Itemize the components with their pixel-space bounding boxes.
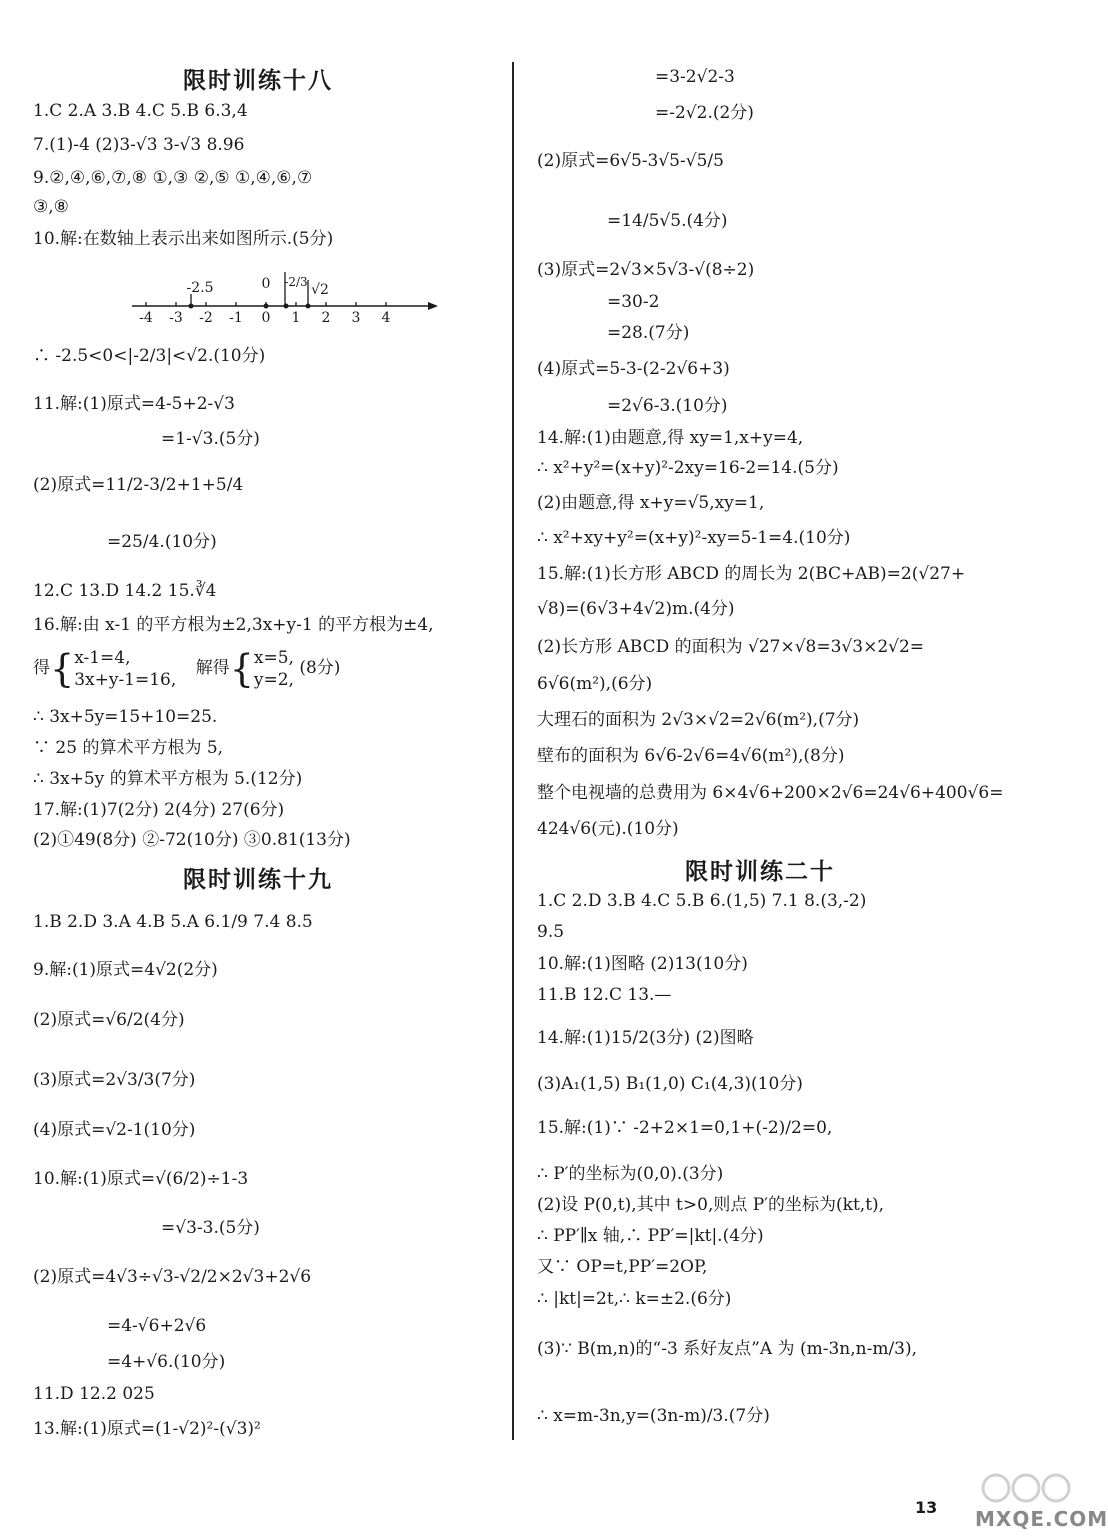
- nl-tick: -3: [169, 310, 183, 326]
- nl-tick: -4: [139, 310, 153, 326]
- nl-tick: 1: [291, 310, 301, 326]
- answer-line: 1.C 2.A 3.B 4.C 5.B 6.3,4: [33, 101, 248, 121]
- answer-line: ∵ 25 的算术平方根为 5,: [33, 738, 224, 758]
- answer-line: 壁布的面积为 6√6-2√6=4√6(m²),(8分): [537, 746, 845, 766]
- answer-line: (2)原式=11/2-3/2+1+5/4: [33, 475, 244, 495]
- answer-line: ∴ 3x+5y 的算术平方根为 5.(12分): [33, 769, 303, 789]
- answer-line: =4-√6+2√6: [107, 1316, 207, 1336]
- page-number: 13: [915, 1498, 938, 1517]
- answer-line: 1.C 2.D 3.B 4.C 5.B 6.(1,5) 7.1 8.(3,-2): [537, 891, 867, 911]
- equation-system: [74, 647, 176, 691]
- answer-line: √8)=(6√3+4√2)m.(4分): [537, 599, 735, 619]
- number-line-diagram: [128, 272, 448, 324]
- section-heading-18: 限时训练十八: [183, 68, 333, 94]
- watermark-text: MXQE.COM: [975, 1507, 1108, 1531]
- answer-line: 17.解:(1)7(2分) 2(4分) 27(6分): [33, 800, 285, 820]
- nl-label-abs-frac: -2/3: [284, 275, 308, 289]
- answer-line: (3)A₁(1,5) B₁(1,0) C₁(4,3)(10分): [537, 1074, 803, 1094]
- equation: x=5,: [253, 647, 294, 668]
- column-divider: [512, 62, 514, 1440]
- answer-line: 6√6(m²),(6分): [537, 674, 653, 694]
- answer-line: =-2√2.(2分): [655, 103, 754, 123]
- answer-line: 9.②,④,⑥,⑦,⑧ ①,③ ②,⑤ ①,④,⑥,⑦: [33, 168, 313, 188]
- answer-line: ∴ P′的坐标为(0,0).(3分): [537, 1164, 724, 1184]
- answer-line: (2)原式=4√3÷√3-√2/2×2√3+2√6: [33, 1267, 312, 1287]
- answer-line: =√3-3.(5分): [161, 1218, 260, 1238]
- answer-line: ∴ x²+xy+y²=(x+y)²-xy=5-1=4.(10分): [537, 528, 851, 548]
- answer-line: 10.解:(1)图略 (2)13(10分): [537, 954, 748, 974]
- answer-line: =1-√3.(5分): [161, 429, 260, 449]
- answer-line: 7.(1)-4 (2)3-√3 3-√3 8.96: [33, 135, 245, 155]
- answer-line: (3)原式=2√3×5√3-√(8÷2): [537, 260, 755, 280]
- answer-line: =3-2√2-3: [655, 67, 735, 87]
- answer-line: 9.解:(1)原式=4√2(2分): [33, 960, 218, 980]
- answer-line: 15.解:(1)长方形 ABCD 的周长为 2(BC+AB)=2(√27+: [537, 564, 966, 584]
- answer-line: 9.5: [537, 922, 565, 942]
- answer-line: 12.C 13.D 14.2 15.∛4: [33, 581, 217, 601]
- score: (8分): [299, 658, 341, 678]
- answer-line: ∴ x²+y²=(x+y)²-2xy=16-2=14.(5分): [537, 458, 839, 478]
- nl-label-0: 0: [261, 276, 271, 292]
- answer-line: 1.B 2.D 3.A 4.B 5.A 6.1/9 7.4 8.5: [33, 912, 313, 932]
- answer-line: ∴ x=m-3n,y=(3n-m)/3.(7分): [537, 1406, 770, 1426]
- answer-line: ∴ |kt|=2t,∴ k=±2.(6分): [537, 1289, 732, 1309]
- answer-line: 14.解:(1)15/2(3分) (2)图略: [537, 1028, 754, 1048]
- nl-label-sqrt2: √2: [311, 282, 329, 298]
- equation: y=2,: [253, 669, 294, 690]
- answer-line: 11.B 12.C 13.—: [537, 985, 672, 1005]
- answer-line: 424√6(元).(10分): [537, 819, 679, 839]
- text: 解得: [195, 658, 230, 678]
- answer-line: =4+√6.(10分): [107, 1352, 226, 1372]
- answer-line: ∴ 3x+5y=15+10=25.: [33, 707, 218, 727]
- answer-line: (3)∵ B(m,n)的“-3 系好友点”A 为 (m-3n,n-m/3),: [537, 1339, 918, 1359]
- left-brace: {: [50, 646, 75, 691]
- answer-line: 10.解:(1)原式=√(6/2)÷1-3: [33, 1169, 249, 1189]
- answer-line: (4)原式=√2-1(10分): [33, 1120, 196, 1140]
- answer-line: ∴ PP′∥x 轴,∴ PP′=|kt|.(4分): [537, 1226, 764, 1246]
- equation: x-1=4,: [74, 647, 131, 668]
- answer-line: 又∵ OP=t,PP′=2OP,: [537, 1257, 708, 1277]
- answer-line: (2)由题意,得 x+y=√5,xy=1,: [537, 493, 765, 513]
- nl-tick: -1: [229, 310, 243, 326]
- equation-system: [254, 647, 294, 691]
- answer-line: =30-2: [607, 292, 660, 312]
- nl-label-neg2.5: -2.5: [186, 280, 214, 296]
- answer-line: (3)原式=2√3/3(7分): [33, 1070, 196, 1090]
- answer-line: 13.解:(1)原式=(1-√2)²-(√3)²: [33, 1419, 261, 1439]
- nl-tick: 4: [381, 310, 391, 326]
- equation: 3x+y-1=16,: [74, 669, 177, 690]
- answer-line: 16.解:由 x-1 的平方根为±2,3x+y-1 的平方根为±4,: [33, 615, 434, 635]
- answer-line: (2)长方形 ABCD 的面积为 √27×√8=3√3×2√2=: [537, 637, 925, 657]
- answer-line: 14.解:(1)由题意,得 xy=1,x+y=4,: [537, 428, 804, 448]
- answer-line: ③,⑧: [33, 197, 69, 217]
- nl-tick: 0: [261, 310, 271, 326]
- answer-line: (2)①49(8分) ②-72(10分) ③0.81(13分): [33, 830, 351, 850]
- answer-line: =28.(7分): [607, 323, 690, 343]
- nl-tick: 2: [321, 310, 331, 326]
- nl-tick: 3: [351, 310, 361, 326]
- answer-line: 10.解:在数轴上表示出来如图所示.(5分): [33, 229, 334, 249]
- answer-line: 11.D 12.2 025: [33, 1384, 155, 1404]
- answer-line: 11.解:(1)原式=4-5+2-√3: [33, 394, 235, 414]
- answer-line: (4)原式=5-3-(2-2√6+3): [537, 359, 730, 379]
- left-brace: {: [229, 646, 254, 691]
- nl-tick: -2: [199, 310, 213, 326]
- section-heading-19: 限时训练十九: [183, 867, 333, 893]
- answer-line: 大理石的面积为 2√3×√2=2√6(m²),(7分): [537, 710, 860, 730]
- section-heading-20: 限时训练二十: [685, 859, 835, 885]
- answer-line: (2)原式=√6/2(4分): [33, 1010, 185, 1030]
- answer-line: (2)原式=6√5-3√5-√5/5: [537, 151, 724, 171]
- answer-line: 15.解:(1)∵ -2+2×1=0,1+(-2)/2=0,: [537, 1118, 833, 1138]
- answer-line: (2)设 P(0,t),其中 t>0,则点 P′的坐标为(kt,t),: [537, 1195, 885, 1215]
- answer-line: 整个电视墙的总费用为 6×4√6+200×2√6=24√6+400√6=: [537, 783, 1004, 803]
- answer-line: =2√6-3.(10分): [607, 396, 728, 416]
- text: 得: [33, 658, 50, 678]
- answer-line: ∴ -2.5<0<|-2/3|<√2.(10分): [33, 346, 266, 366]
- equation-system-line: [33, 644, 340, 692]
- answer-line: =14/5√5.(4分): [607, 211, 728, 231]
- answer-line: =25/4.(10分): [107, 532, 217, 552]
